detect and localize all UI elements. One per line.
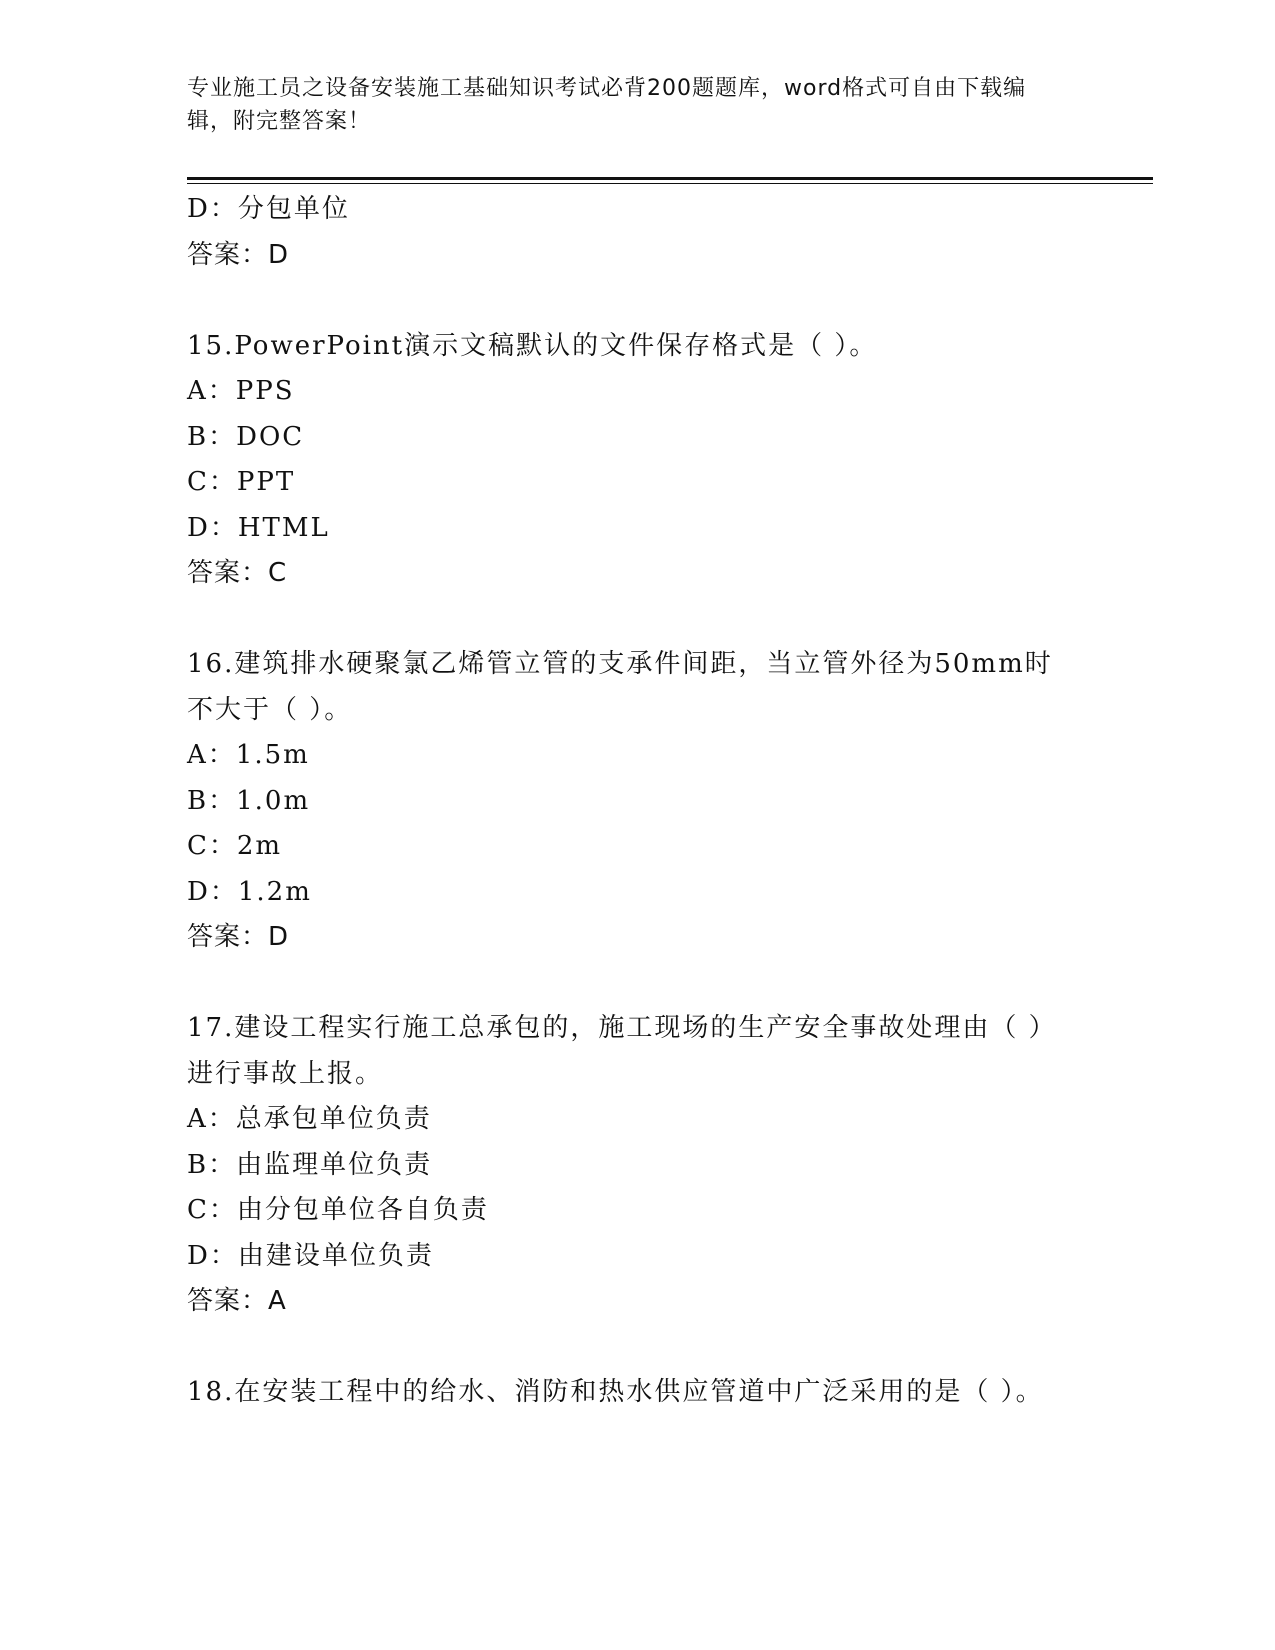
question-15 xyxy=(187,324,1067,597)
spacer xyxy=(187,1325,1067,1371)
answer: 答案：C xyxy=(187,558,288,588)
header-rule-thin xyxy=(187,183,1153,184)
option-c: C：由分包单位各自负责 xyxy=(187,1195,489,1225)
question-17 xyxy=(187,1006,1067,1325)
question-text: 15.PowerPoint演示文稿默认的文件保存格式是（ ）。 xyxy=(187,330,878,361)
spacer xyxy=(187,961,1067,1007)
answer: 答案：A xyxy=(187,1286,287,1316)
question-text: 18.在安装工程中的给水、消防和热水供应管道中广泛采用的是（ ）。 xyxy=(187,1377,1044,1407)
question-16 xyxy=(187,642,1067,961)
option-b: B：DOC xyxy=(187,421,305,452)
question-18 xyxy=(187,1370,1067,1416)
option-b: B：由监理单位负责 xyxy=(187,1149,433,1180)
option-c: C：2m xyxy=(187,831,283,861)
document-body xyxy=(187,187,1067,1416)
spacer xyxy=(187,278,1067,324)
document-header: 专业施工员之设备安装施工基础知识考试必背200题题库，word格式可自由下载编辑，附完整答案！ xyxy=(187,76,1027,134)
option-c: C：PPT xyxy=(187,467,296,497)
option-a: A：PPS xyxy=(187,376,295,406)
spacer xyxy=(187,597,1067,643)
question-text: 17.建设工程实行施工总承包的，施工现场的生产安全事故处理由（ ）进行事故上报。 xyxy=(187,1013,1057,1089)
header-rule-thick xyxy=(187,177,1153,180)
option-a: A：1.5m xyxy=(187,740,310,770)
option-d: D：由建设单位负责 xyxy=(187,1240,434,1271)
option-b: B：1.0m xyxy=(187,785,311,816)
option-a: A：总承包单位负责 xyxy=(187,1104,432,1134)
question-text: 16.建筑排水硬聚氯乙烯管立管的支承件间距，当立管外径为50mm时不大于（ ）。 xyxy=(187,649,1053,725)
prev-answer: 答案：D xyxy=(187,239,290,270)
option-d: D：1.2m xyxy=(187,876,312,907)
answer: 答案：D xyxy=(187,922,290,952)
option-d: D：HTML xyxy=(187,512,330,543)
prev-option-d: D：分包单位 xyxy=(187,194,350,224)
